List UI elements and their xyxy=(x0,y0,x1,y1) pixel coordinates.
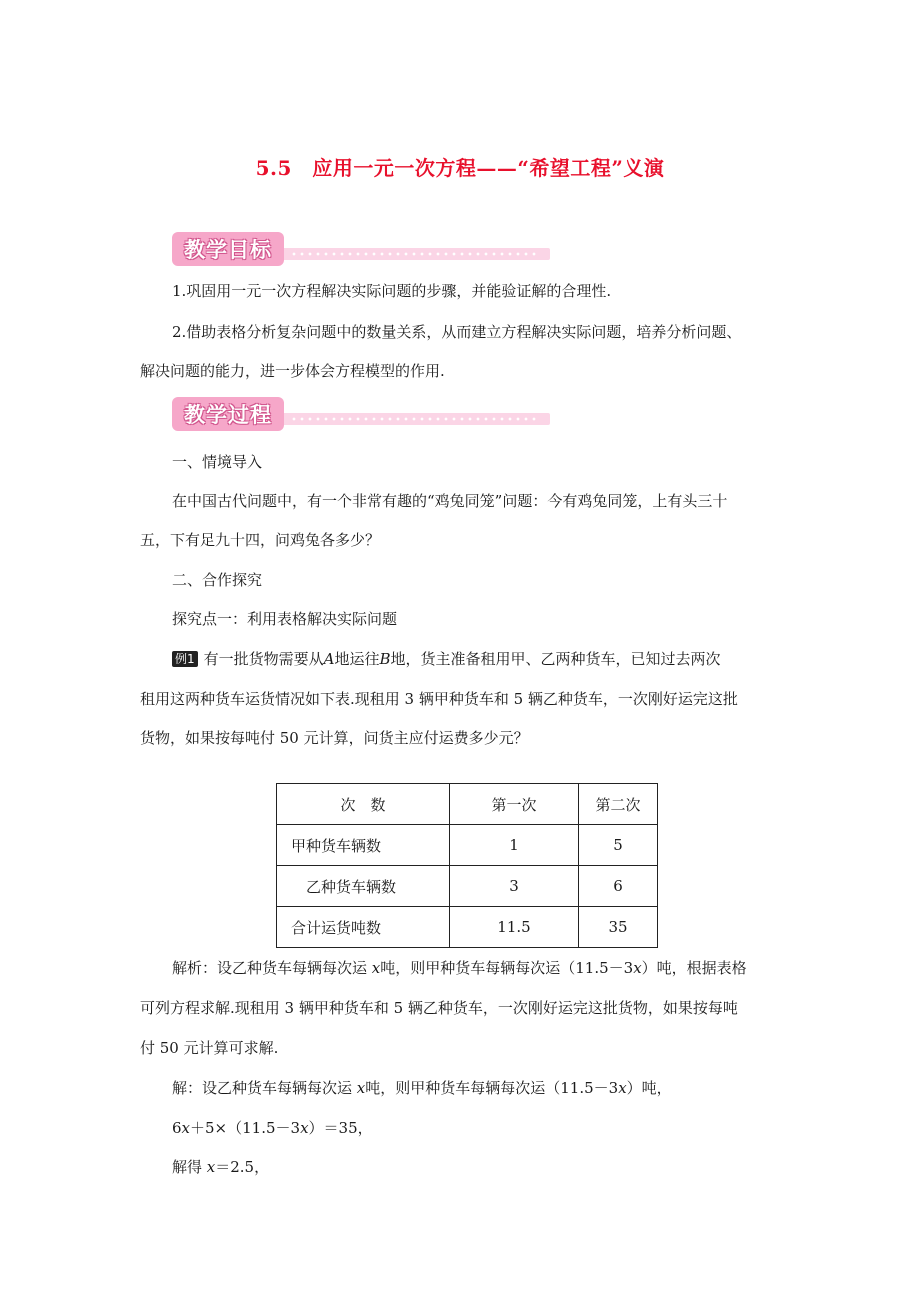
equation-text: ）＝35， xyxy=(308,1119,373,1137)
example-line2: 租用这两种货车运货情况如下表.现租用 3 辆甲种货车和 5 辆乙种货车，一次刚好运完这批 xyxy=(140,690,738,708)
example-text: 地，货主准备租用甲、乙两种货车，已知过去两次 xyxy=(390,650,721,668)
result-text: ＝2.5， xyxy=(215,1158,270,1176)
var-x: x xyxy=(371,959,381,977)
table-cell: 5 xyxy=(579,825,658,866)
solution-line1 xyxy=(172,1078,817,1098)
section-label-goals: 教学目标 xyxy=(172,232,284,266)
data-table xyxy=(276,783,658,948)
intro-line1: 在中国古代问题中，有一个非常有趣的“鸡兔同笼”问题：今有鸡兔同笼，上有头三十 xyxy=(172,492,728,510)
page-title: 5.5 应用一元一次方程——“希望工程”义演 xyxy=(255,156,665,180)
goal-item-1: 1.巩固用一元一次方程解决实际问题的步骤，并能验证解的合理性. xyxy=(172,282,612,300)
analysis-line1 xyxy=(172,958,817,978)
example-text: 地运往 xyxy=(334,650,380,668)
var-x: x xyxy=(618,1079,627,1097)
solution-text: 解：设乙种货车每辆每次运 xyxy=(172,1079,357,1097)
heading-intro: 一、情境导入 xyxy=(172,453,263,471)
explore-point-1: 探究点一：利用表格解决实际问题 xyxy=(172,610,398,628)
example-tag: 例1 xyxy=(172,651,198,667)
table-row xyxy=(277,907,658,948)
analysis-line2: 可列方程求解.现租用 3 辆甲种货车和 5 辆乙种货车，一次刚好运完这批货物，如果按每吨 xyxy=(140,999,738,1017)
table-cell: 合计运货吨数 xyxy=(277,907,450,948)
var-x: x xyxy=(356,1079,366,1097)
table-cell: 乙种货车辆数 xyxy=(277,866,450,907)
banner-dots xyxy=(290,252,540,256)
table-cell: 11.5 xyxy=(450,907,579,948)
var-x: x xyxy=(206,1158,216,1176)
table-cell: 6 xyxy=(579,866,658,907)
section-banner-goals xyxy=(172,232,552,268)
result-text: 解得 xyxy=(172,1158,207,1176)
table-header-cell: 第二次 xyxy=(579,784,658,825)
example-line3: 货物，如果按每吨付 50 元计算，问货主应付运费多少元？ xyxy=(140,729,529,747)
table-header-row xyxy=(277,784,658,825)
equation-text: 6 xyxy=(172,1119,182,1137)
banner-dots xyxy=(290,417,540,421)
table-cell: 1 xyxy=(450,825,579,866)
example-text: 有一批货物需要从 xyxy=(203,650,324,668)
table-cell: 甲种货车辆数 xyxy=(277,825,450,866)
var-x: x xyxy=(300,1119,309,1137)
section-banner-process xyxy=(172,397,552,433)
heading-explore: 二、合作探究 xyxy=(172,571,263,589)
var-b: B xyxy=(379,650,391,668)
table-cell: 35 xyxy=(579,907,658,948)
intro-line2: 五，下有足九十四，问鸡兔各多少？ xyxy=(140,531,381,549)
section-label-process: 教学过程 xyxy=(172,397,284,431)
analysis-line3: 付 50 元计算可求解. xyxy=(140,1039,279,1057)
var-a: A xyxy=(323,650,335,668)
table-header-cell: 第一次 xyxy=(450,784,579,825)
example-line1 xyxy=(172,649,817,669)
analysis-text: 解析：设乙种货车每辆每次运 xyxy=(172,959,372,977)
var-x: x xyxy=(633,959,642,977)
solution-text: ）吨， xyxy=(626,1079,672,1097)
table-header-cell: 次 数 xyxy=(277,784,450,825)
analysis-text: 吨，则甲种货车每辆每次运（11.5－3 xyxy=(380,959,634,977)
solution-result xyxy=(172,1157,817,1177)
analysis-text: ）吨，根据表格 xyxy=(641,959,747,977)
table-row xyxy=(277,825,658,866)
var-x: x xyxy=(181,1119,191,1137)
solution-equation xyxy=(172,1118,817,1138)
table-cell: 3 xyxy=(450,866,579,907)
solution-text: 吨，则甲种货车每辆每次运（11.5－3 xyxy=(365,1079,619,1097)
table-row xyxy=(277,866,658,907)
equation-text: ＋5×（11.5－3 xyxy=(190,1119,301,1137)
goal-item-2-line1: 2.借助表格分析复杂问题中的数量关系，从而建立方程解决实际问题，培养分析问题、 xyxy=(172,323,742,341)
goal-item-2-line2: 解决问题的能力，进一步体会方程模型的作用. xyxy=(140,362,445,380)
